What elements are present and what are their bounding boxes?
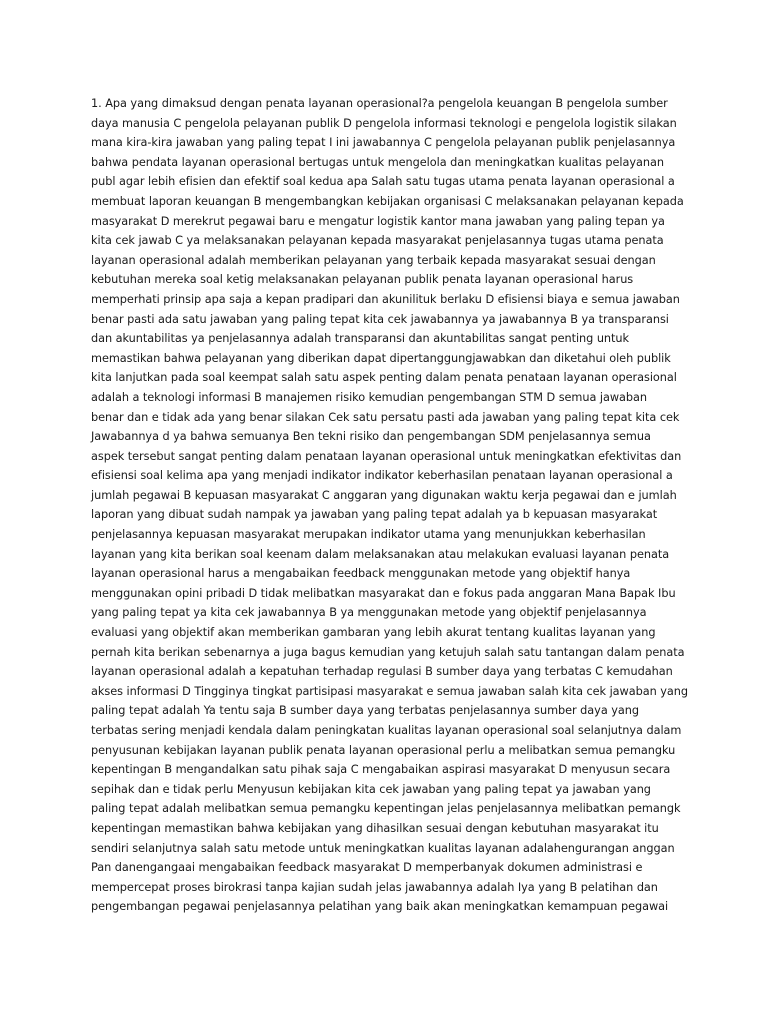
document-text-line: layanan operasional adalah memberikan pelayanan yang terbaik kepada masyarakat sesuai dengan (91, 253, 656, 267)
document-text-line: layanan yang kita berikan soal keenam dalam melaksanakan atau melakukan evaluasi layanan penata (91, 547, 670, 561)
document-text-line: paling tepat adalah Ya tentu saja B sumber daya yang terbatas penjelasannya sumber daya yang (91, 704, 639, 718)
document-text-line: efisiensi soal kelima apa yang menjadi indikator indikator keberhasilan penataan layanan operasional a (91, 469, 673, 483)
document-text-line: pengembangan pegawai penjelasannya pelatihan yang baik akan meningkatkan kemampuan pegawai (91, 900, 669, 914)
document-text-line: terbatas sering menjadi kendala dalam peningkatan kualitas layanan operasional soal selanjutnya dalam (91, 724, 682, 737)
document-text-line: paling tepat adalah melibatkan semua pemangku kepentingan jelas penjelasannya melibatkan pemangk (91, 802, 681, 816)
document-text-line: pernah kita berikan sebenarnya a juga bagus kemudian yang ketujuh salah satu tantangan dalam penata (91, 645, 685, 659)
document-text-line: laporan yang dibuat sudah nampak ya jawaban yang paling tepat adalah ya b kepuasan masyarakat (91, 508, 658, 522)
document-body (91, 94, 691, 917)
document-text-line: kita lanjutkan pada soal keempat salah satu aspek penting dalam penata penataan layanan operasional (91, 371, 677, 385)
document-text-line: mana kira-kira jawaban yang paling tepat I ini jawabannya C pengelola pelayanan publik penjelasannya (91, 136, 676, 150)
document-text-line: layanan operasional harus a mengabaikan feedback menggunakan metode yang objektif hanya (91, 567, 631, 581)
document-text-line: kebutuhan mereka soal ketig melaksanakan pelayanan publik penata layanan operasional harus (91, 273, 634, 287)
document-text-line: aspek tersebut sangat penting dalam penataan layanan operasional untuk meningkatkan efektivitas dan (91, 449, 682, 463)
document-text-line: memastikan bahwa pelayanan yang diberikan dapat dipertanggungjawabkan dan diketahui oleh publik (91, 351, 671, 365)
document-text-line: layanan operasional adalah a kepatuhan terhadap regulasi B sumber daya yang terbatas C kemudahan (91, 665, 673, 679)
document-text-line: kita cek jawab C ya melaksanakan pelayanan kepada masyarakat penjelasannya tugas utama penata (91, 234, 664, 248)
document-text-line: publ agar lebih efisien dan efektif soal kedua apa Salah satu tugas utama penata layanan operasional a (91, 175, 675, 189)
document-text-line: menggunakan opini pribadi D tidak melibatkan masyarakat dan e fokus pada anggaran Mana Bapak Ibu (91, 586, 676, 600)
document-text-line: daya manusia C pengelola pelayanan publik D pengelola informasi teknologi e pengelola logistik silakan (91, 116, 677, 130)
document-text-line: 1. Apa yang dimaksud dengan penata layanan operasional?a pengelola keuangan B pengelola sumber (91, 97, 668, 110)
document-text-line: dan akuntabilitas ya penjelasannya adalah transparansi dan akuntabilitas sangat penting untuk (91, 332, 630, 346)
document-text-line: Jawabannya d ya bahwa semuanya Ben tekni risiko dan pengembangan SDM penjelasannya semua (91, 430, 651, 444)
document-text-line: penyusunan kebijakan layanan publik penata layanan operasional perlu a melibatkan semua pemangku (91, 743, 676, 757)
document-text-line: membuat laporan keuangan B mengembangkan kebijakan organisasi C melaksanakan pelayanan kepada (91, 194, 684, 208)
document-text-line: benar dan e tidak ada yang benar silakan Cek satu persatu pasti ada jawaban yang paling tepat kita cek (91, 410, 680, 424)
document-text-line: kepentingan memastikan bahwa kebijakan yang dihasilkan sesuai dengan kebutuhan masyarakat itu (91, 821, 659, 835)
document-text-line: sepihak dan e tidak perlu Menyusun kebijakan kita cek jawaban yang paling tepat ya jawaban yang (91, 782, 651, 796)
document-text-line: yang paling tepat ya kita cek jawabannya B ya menggunakan metode yang objektif penjelasannya (91, 606, 647, 620)
document-text-line: bahwa pendata layanan operasional bertugas untuk mengelola dan meningkatkan kualitas pelayanan (91, 155, 664, 169)
document-text-line: benar pasti ada satu jawaban yang paling tepat kita cek jawabannya ya jawabannya B ya transparansi (91, 312, 669, 326)
document-text-line: masyarakat D merekrut pegawai baru e mengatur logistik kantor mana jawaban yang paling tepan ya (91, 214, 665, 228)
document-text-line: evaluasi yang objektif akan memberikan gambaran yang lebih akurat tentang kualitas layanan yang (91, 626, 656, 640)
document-text-line: jumlah pegawai B kepuasan masyarakat C anggaran yang digunakan waktu kerja pegawai dan e jumlah (91, 488, 677, 502)
document-text-line: penjelasannya kepuasan masyarakat merupakan indikator utama yang menunjukkan keberhasilan (91, 528, 646, 542)
document-text-line: sendiri selanjutnya salah satu metode untuk meningkatkan kualitas layanan adalahengurangan anggan (91, 841, 675, 855)
document-text-line: akses informasi D Tingginya tingkat partisipasi masyarakat e semua jawaban salah kita cek jawaban yang (91, 684, 689, 698)
document-text-line: adalah a teknologi informasi B manajemen risiko kemudian pengembangan STM D semua jawaban (91, 390, 648, 404)
document-text-line: Pan danengangaai mengabaikan feedback masyarakat D memperbanyak dokumen administrasi e (91, 861, 643, 875)
document-text-line: kepentingan B mengandalkan satu pihak saja C mengabaikan aspirasi masyarakat D menyusun secara (91, 763, 671, 777)
document-text-line: mempercepat proses birokrasi tanpa kajian sudah jelas jawabannya adalah Iya yang B pelatihan dan (91, 880, 658, 894)
document-text-line: memperhati prinsip apa saja a kepan pradipari dan akunilituk berlaku D efisiensi biaya e semua jawaban (91, 292, 680, 306)
